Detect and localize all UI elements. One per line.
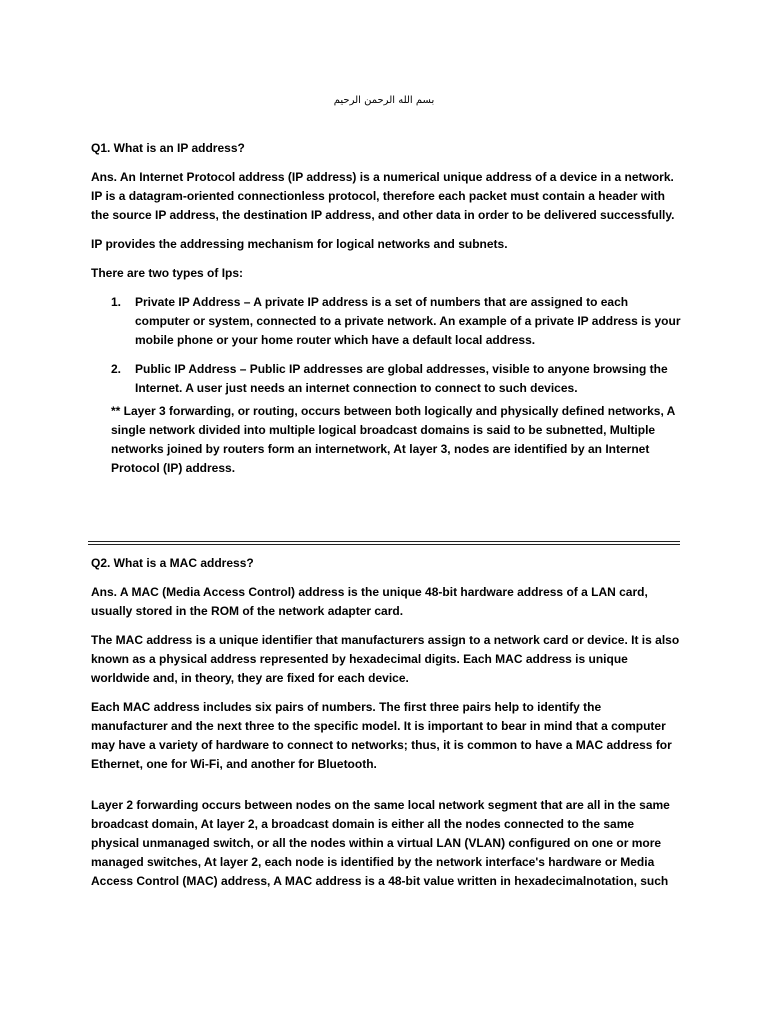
layer2-paragraph: Layer 2 forwarding occurs between nodes on the same local network segment that are all in the same broadcast domain, At layer 2, a broadcast domain is either all the nodes connected to the same physical unmanaged switch, or all the nodes within a virtual LAN (VLAN) configured on one or more managed switches, At layer 2, each node is identified by the network interface's hardware or Media Access Control (MAC) address, A MAC address is a 48-bit value written in hexadecimalnotation, such bbox=[91, 798, 670, 888]
q1-paragraph-2: IP provides the addressing mechanism for logical networks and subnets. bbox=[91, 237, 508, 251]
list-item-private-ip bbox=[91, 293, 681, 350]
q2-title: Q2. What is a MAC address? bbox=[91, 556, 254, 570]
q1-answer: Ans. An Internet Protocol address (IP address) is a numerical unique address of a device in a network. IP is a datagram-oriented connectionless protocol, therefore each packet must contain a header with the source IP address, the destination IP address, and other data in order to be delivered successfully. bbox=[91, 170, 675, 222]
list-item-number: 2. bbox=[111, 362, 122, 376]
q2-answer: Ans. A MAC (Media Access Control) address is the unique 48-bit hardware address of a LAN card, usually stored in the ROM of the network adapter card. bbox=[91, 585, 648, 618]
q1-paragraph-3: There are two types of Ips: bbox=[91, 266, 244, 280]
q1-title: Q1. What is an IP address? bbox=[91, 141, 245, 155]
q2-paragraph-3: Each MAC address includes six pairs of numbers. The first three pairs help to identify the manufacturer and the next three to the specific model. It is important to bear in mind that a computer may have a variety of hardware to connect to networks; thus, it is common to have a MAC address for Ethernet, one for Wi-Fi, and another for Bluetooth. bbox=[91, 700, 672, 771]
basmala-heading: بسم الله الرحمن الرحيم bbox=[333, 95, 435, 106]
list-item-text: – Public IP addresses are global addresses, visible to anyone browsing the Internet. A user just needs an internet connection to connect to such devices. bbox=[135, 362, 668, 395]
layer3-note: ** Layer 3 forwarding, or routing, occurs between both logically and physically defined networks, A single network divided into multiple logical broadcast domains is said to be subnetted, Multiple networks joined by routers form an internetwork, At layer 3, nodes are identified by an Internet Protocol (IP) address. bbox=[111, 404, 675, 475]
list-item-public-ip bbox=[91, 360, 681, 398]
list-item-term: Private IP Address bbox=[135, 295, 241, 309]
q1-section bbox=[91, 139, 681, 478]
list-item-text: – A private IP address is a set of numbers that are assigned to each computer or system, connected to a private network. An example of a private IP address is your mobile phone or your home router which have a default local address. bbox=[135, 295, 681, 347]
list-item-number: 1. bbox=[111, 295, 122, 309]
section-divider bbox=[88, 541, 680, 545]
q2-paragraph-2: The MAC address is a unique identifier that manufacturers assign to a network card or device. It is also known as a physical address represented by hexadecimal digits. Each MAC address is unique worldwide and, in theory, they are fixed for each device. bbox=[91, 633, 680, 685]
ip-types-list bbox=[91, 293, 681, 398]
q2-section bbox=[91, 554, 681, 891]
list-item-term: Public IP Address bbox=[135, 362, 237, 376]
